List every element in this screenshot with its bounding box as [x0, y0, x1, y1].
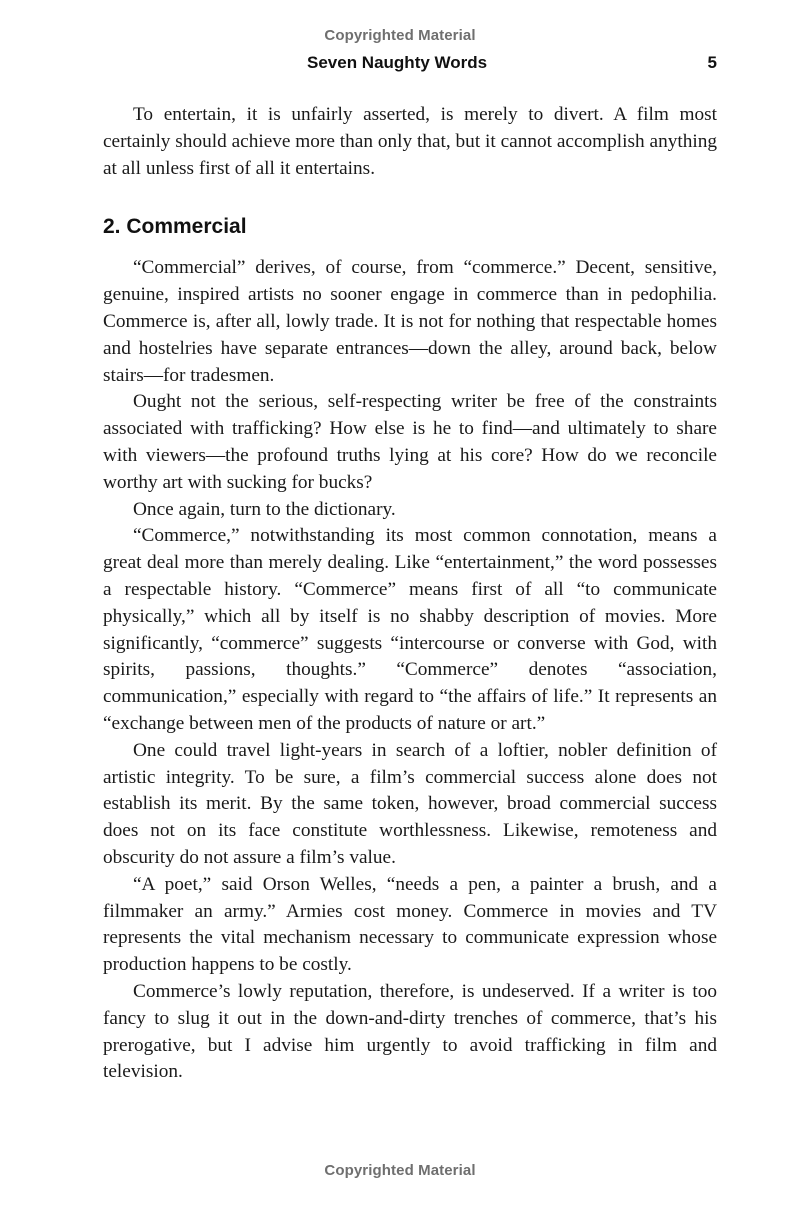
copyright-watermark-top: Copyrighted Material: [324, 27, 476, 44]
paragraph: “Commercial” derives, of course, from “commerce.” Decent, sensitive, genuine, inspired artists no sooner engage in commerce than in pedophilia. Commerce is, after all, lowly trade. It is not for nothing that respectable homes and hostelries have separate entrances—down the alley, around back, below stairs—for tradesmen.: [103, 257, 717, 386]
intro-paragraph: To entertain, it is unfairly asserted, is merely to divert. A film most certainly should achieve more than only that, but it cannot accomplish anything at all unless first of all it entertains.: [103, 104, 717, 179]
paragraph: “A poet,” said Orson Welles, “needs a pen, a painter a brush, and a filmmaker an army.” Armies cost money. Commerce in movies and TV represents the vital mechanism necessary to communicate expression whose production happens to be costly.: [103, 873, 717, 976]
page-number: 5: [707, 53, 717, 72]
page-body: [103, 102, 717, 1086]
paragraph: “Commerce,” notwithstanding its most common connotation, means a great deal more than merely dealing. Like “entertainment,” the word possesses a respectable history. “Commerce” means first of all “to communicate physically,” which all by itself is no shabby description of movies. More significantly, “commerce” suggests “intercourse or converse with God, with spirits, passions, thoughts.” “Commerce” denotes “association, communication,” especially with regard to “the affairs of life.” It represents an “exchange between men of the products of nature or art.”: [103, 525, 717, 734]
paragraph: One could travel light-years in search of a loftier, nobler definition of artistic integrity. To be sure, a film’s commercial success alone does not establish its merit. By the same token, however, broad commercial success does not on its face constitute worthlessness. Likewise, remoteness and obscurity do not assure a film’s value.: [103, 739, 717, 868]
copyright-watermark-bottom: Copyrighted Material: [324, 1162, 476, 1179]
running-header: [307, 53, 717, 75]
running-title: Seven Naughty Words: [307, 53, 488, 72]
paragraph: Ought not the serious, self-respecting writer be free of the constraints associated with trafficking? How else is he to find—and ultimately to share with viewers—the profound truths lying at his core? How do we reconcile worthy art with sucking for bucks?: [103, 391, 717, 493]
paragraph: Commerce’s lowly reputation, therefore, is undeserved. If a writer is too fancy to slug it out in the down-and-dirty trenches of commerce, that’s his prerogative, but I advise him urgently to avoid trafficking in film and television.: [103, 980, 717, 1083]
section-heading: 2. Commercial: [103, 215, 247, 239]
paragraph: Once again, turn to the dictionary.: [133, 498, 396, 520]
